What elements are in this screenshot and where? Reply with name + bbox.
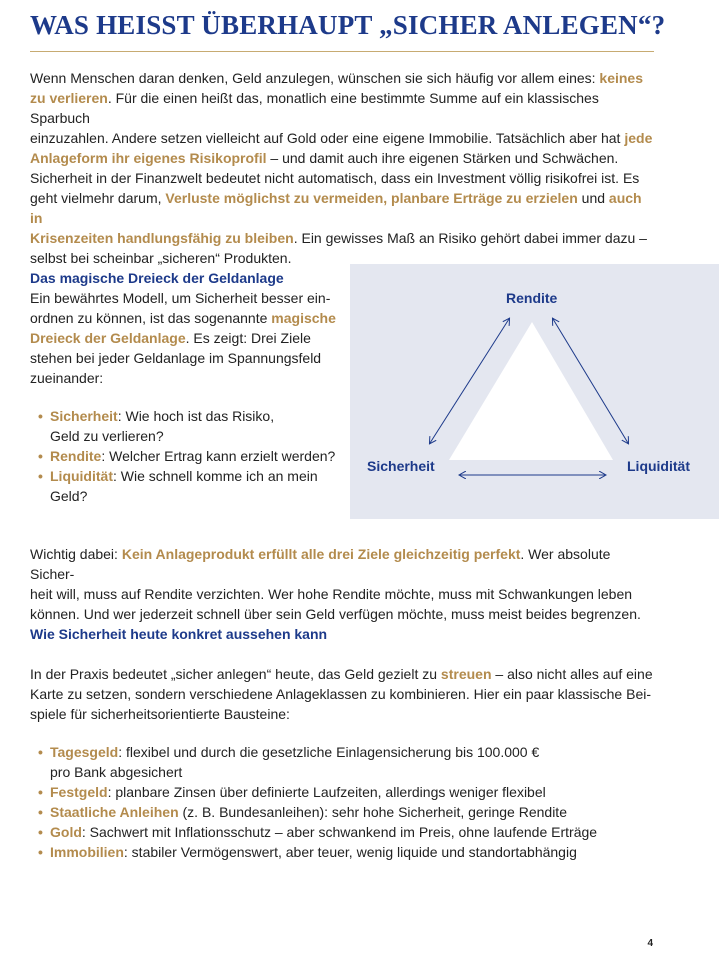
bullet-icon: •	[38, 408, 43, 424]
list-item-term: Liquidität	[50, 468, 113, 484]
list-item	[38, 742, 597, 782]
practice-text: In der Praxis bedeutet „sicher anlegen“ heute, das Geld gezielt zu	[30, 666, 441, 682]
bullet-icon: •	[38, 824, 43, 840]
security-paragraph	[30, 168, 656, 268]
practice-highlight: streuen	[440, 666, 492, 682]
practice-paragraph	[30, 664, 656, 724]
security-text: . Ein gewisses Maß an Risiko gehört dabei immer dazu –	[293, 230, 647, 246]
intro-highlight: jede	[624, 130, 653, 146]
list-item	[38, 802, 597, 822]
intro-highlight: keines	[599, 70, 644, 86]
bullet-icon: •	[38, 844, 43, 860]
intro-paragraph	[30, 68, 656, 168]
list-item-term: Rendite	[50, 448, 102, 464]
practice-heading: Wie Sicherheit heute konkret aussehen kann	[30, 626, 328, 642]
important-text: . Wer absolute Sicher-	[30, 546, 611, 582]
list-item-text: : Sachwert mit Inflationsschutz – aber schwankend im Preis, ohne laufende Erträge	[81, 824, 598, 840]
intro-highlight: zu verlieren	[30, 90, 108, 106]
practice-text: Karte zu setzen, sondern verschiedene Anlageklassen zu kombinieren. Hier ein paar klassische Bei-	[30, 686, 652, 702]
bullet-icon: •	[38, 744, 43, 760]
bullet-icon: •	[38, 468, 43, 484]
list-item	[38, 466, 335, 506]
intro-text: . Für die einen heißt das, monatlich eine bestimmte Summe auf ein klassisches Sparbuch	[30, 90, 599, 126]
triangle-shape	[449, 322, 613, 460]
list-item-term: Immobilien	[50, 844, 124, 860]
list-item-text: : stabiler Vermögenswert, aber teuer, wenig liquide und standortabhängig	[123, 844, 577, 860]
intro-text: Wenn Menschen daran denken, Geld anzulegen, wünschen sie sich häufig vor allem eines:	[30, 70, 600, 86]
label-rendite: Rendite	[506, 290, 558, 306]
triangle-text: . Es zeigt: Drei Ziele	[185, 330, 311, 346]
label-sicherheit: Sicherheit	[367, 458, 435, 474]
triangle-paragraph	[30, 288, 350, 388]
important-text: heit will, muss auf Rendite verzichten. Wer hohe Rendite möchte, muss mit Schwankungen leben	[30, 586, 633, 602]
list-item-text: : planbare Zinsen über definierte Laufzeiten, allerdings weniger flexibel	[107, 784, 546, 800]
triangle-heading: Das magische Dreieck der Geldanlage	[30, 270, 284, 286]
list-item	[38, 822, 597, 842]
list-item-text: : Wie schnell komme ich an mein	[113, 468, 318, 484]
bullet-icon: •	[38, 448, 43, 464]
security-text: und	[577, 190, 609, 206]
triangle-text: ordnen zu können, ist das sogenannte	[30, 310, 272, 326]
list-item-text: : Wie hoch ist das Risiko,	[117, 408, 275, 424]
label-liquiditaet: Liquidität	[627, 458, 690, 474]
page-number: 4	[647, 938, 653, 949]
list-item	[38, 782, 597, 802]
list-item-term: Staatliche Anleihen	[50, 804, 179, 820]
list-item-term: Festgeld	[50, 784, 108, 800]
important-paragraph	[30, 544, 656, 624]
security-text: selbst bei scheinbar „sicheren“ Produkten.	[30, 250, 292, 266]
security-highlight: Verluste möglichst zu vermeiden, planbare Erträge zu erzielen	[165, 190, 578, 206]
list-item	[38, 406, 335, 446]
security-highlight: auch in	[30, 190, 642, 226]
intro-text: – und damit auch ihre eigenen Stärken und Schwächen.	[266, 150, 619, 166]
list-item	[38, 446, 335, 466]
bullet-icon: •	[38, 804, 43, 820]
list-item-text: Geld zu verlieren?	[50, 428, 164, 444]
list-item-term: Sicherheit	[50, 408, 118, 424]
triangle-text: Ein bewährtes Modell, um Sicherheit besser ein-	[30, 290, 331, 306]
page-title: WAS HEISST ÜBERHAUPT „SICHER ANLEGEN“?	[30, 10, 666, 40]
list-item-text: Geld?	[50, 488, 88, 504]
important-text: Wichtig dabei:	[30, 546, 122, 562]
important-text: können. Und wer jederzeit schnell über sein Geld verfügen möchte, muss meist beides begrenzen.	[30, 606, 641, 622]
triangle-highlight: Dreieck der Geldanlage	[30, 330, 186, 346]
important-highlight: Kein Anlageprodukt erfüllt alle drei Ziele gleichzeitig perfekt	[121, 546, 521, 562]
list-item-term: Gold	[50, 824, 82, 840]
list-item-text: : flexibel und durch die gesetzliche Einlagensicherung bis 100.000 €	[118, 744, 540, 760]
bullet-icon: •	[38, 784, 43, 800]
triangle-text: zueinander:	[30, 370, 104, 386]
list-item	[38, 842, 597, 862]
goals-list	[38, 406, 335, 506]
security-text: Sicherheit in der Finanzwelt bedeutet nicht automatisch, dass ein Investment völlig risikofrei ist. Es	[30, 170, 640, 186]
practice-text: spiele für sicherheitsorientierte Bausteine:	[30, 706, 290, 722]
triangle-highlight: magische	[271, 310, 336, 326]
magic-triangle-diagram	[350, 264, 719, 519]
security-text: geht vielmehr darum,	[30, 190, 166, 206]
list-item-text: pro Bank abgesichert	[50, 764, 183, 780]
building-blocks-list	[38, 742, 597, 862]
list-item-term: Tagesgeld	[50, 744, 119, 760]
intro-text: einzuzahlen. Andere setzen vielleicht auf Gold oder eine eigene Immobilie. Tatsächlich aber hat	[30, 130, 625, 146]
title-divider	[30, 51, 654, 52]
list-item-text: : Welcher Ertrag kann erzielt werden?	[101, 448, 336, 464]
practice-text: – also nicht alles auf eine	[491, 666, 653, 682]
intro-highlight: Anlageform ihr eigenes Risikoprofil	[30, 150, 267, 166]
security-highlight: Krisenzeiten handlungsfähig zu bleiben	[30, 230, 294, 246]
list-item-text: (z. B. Bundesanleihen): sehr hohe Sicherheit, geringe Rendite	[178, 804, 567, 820]
triangle-text: stehen bei jeder Geldanlage im Spannungsfeld	[30, 350, 322, 366]
